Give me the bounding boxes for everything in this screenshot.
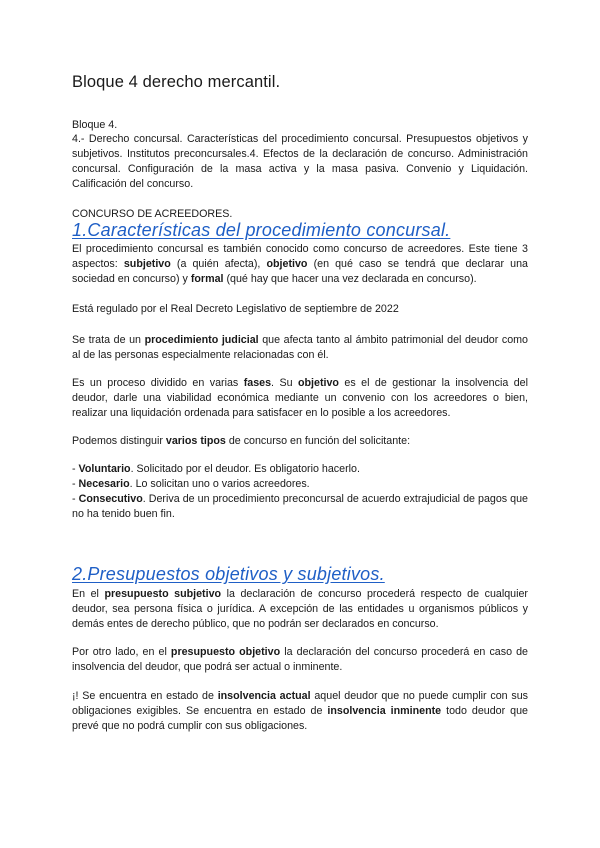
document-title: Bloque 4 derecho mercantil. — [72, 73, 281, 91]
paragraph-tipos-intro — [72, 434, 528, 449]
bold-term: insolvencia actual — [217, 690, 311, 702]
text-run: Podemos distinguir — [72, 435, 166, 447]
text-run: Por otro lado, en el — [72, 646, 171, 658]
paragraph-insolvencia — [72, 689, 528, 734]
text-run: . Lo solicitan uno o varios acreedores. — [129, 478, 310, 490]
text-run: ¡! Se encuentra en estado de — [72, 690, 218, 702]
list-item — [72, 492, 528, 522]
text-run: - — [72, 463, 79, 475]
text-run: (a quién afecta), — [170, 258, 267, 270]
text-run: . Deriva de un procedimiento preconcursal de acuerdo extrajudicial de pagos que no ha tenido buen fin. — [72, 493, 528, 520]
paragraph-procedimiento-judicial — [72, 333, 528, 363]
text-run: la declaración del concurso procederá en caso de insolvencia del deudor, que podrá ser actual o inminente. — [72, 646, 529, 673]
bold-term: subjetivo — [123, 258, 171, 270]
text-run: - — [72, 493, 79, 505]
paragraph-regulacion: Está regulado por el Real Decreto Legislativo de septiembre de 2022 — [72, 303, 399, 315]
bold-term: Consecutivo — [78, 493, 143, 505]
bold-term: insolvencia inminente — [327, 705, 442, 717]
list-item — [72, 477, 528, 492]
section-label: CONCURSO DE ACREEDORES. — [72, 208, 233, 220]
text-run: la declaración de concurso procederá respecto de cualquier deudor, sea persona física o jurídica. A excepción de las entidades u organismos públicos y demás entes de derecho público, que no podrán ser declarados en concurso. — [72, 588, 528, 630]
text-run: En el — [72, 588, 105, 600]
paragraph-presupuesto-subjetivo — [72, 587, 528, 632]
bold-term: Necesario — [78, 478, 130, 490]
text-run: Es un proceso dividido en varias — [72, 377, 244, 389]
text-run: (en qué caso se tendrá que declarar una sociedad en concurso) y — [72, 258, 528, 285]
text-run: Se trata de un — [72, 334, 145, 346]
bold-term: objetivo — [297, 377, 339, 389]
bold-term: Voluntario — [78, 463, 131, 475]
text-run: que afecta tanto al ámbito patrimonial del deudor como al de las personas especialmente relacionadas con él. — [72, 334, 528, 361]
bold-term: procedimiento judicial — [144, 334, 259, 346]
text-run: todo deudor que prevé que no podrá cumplir con sus obligaciones. — [72, 705, 529, 732]
bold-term: presupuesto subjetivo — [104, 588, 222, 600]
text-run: de concurso en función del solicitante: — [225, 435, 411, 447]
bold-term: varios tipos — [165, 435, 226, 447]
text-run: . Su — [271, 377, 298, 389]
bold-term: fases — [243, 377, 272, 389]
paragraph-fases — [72, 376, 528, 421]
paragraph-aspectos — [72, 242, 528, 287]
types-list — [72, 462, 528, 522]
text-run: aquel deudor que no puede cumplir con sus obligaciones exigibles. Se encuentra en estado de — [72, 690, 528, 717]
text-run: - — [72, 478, 79, 490]
block-label: Bloque 4. — [72, 119, 118, 131]
list-item — [72, 462, 528, 477]
bold-term: presupuesto objetivo — [170, 646, 281, 658]
heading-presupuestos: 2.Presupuestos objetivos y subjetivos. — [72, 564, 385, 584]
text-run: (qué hay que hacer una vez declarada en concurso). — [223, 273, 477, 285]
bold-term: objetivo — [266, 258, 308, 270]
text-run: . Solicitado por el deudor. Es obligatorio hacerlo. — [130, 463, 360, 475]
bold-term: formal — [190, 273, 224, 285]
heading-caracteristicas: 1.Características del procedimiento concursal. — [72, 220, 451, 240]
paragraph-presupuesto-objetivo — [72, 645, 528, 675]
syllabus-paragraph: 4.- Derecho concursal. Características del procedimiento concursal. Presupuestos objetivos y subjetivos. Institutos preconcursales.4. Efectos de la declaración de concurso. Administración concursal. Configuración de la masa activa y la masa pasiva. Convenio y Liquidación. Calificación del concurso. — [72, 133, 528, 190]
text-run: es el de gestionar la insolvencia del deudor, darle una viabilidad económica mediante un convenio con los acreedores o bien, realizar una liquidación ordenada para satisfacer en lo posible a los acreedores. — [72, 377, 529, 419]
text-run: El procedimiento concursal es también conocido como concurso de acreedores. Este tiene 3 aspectos: — [72, 243, 528, 270]
